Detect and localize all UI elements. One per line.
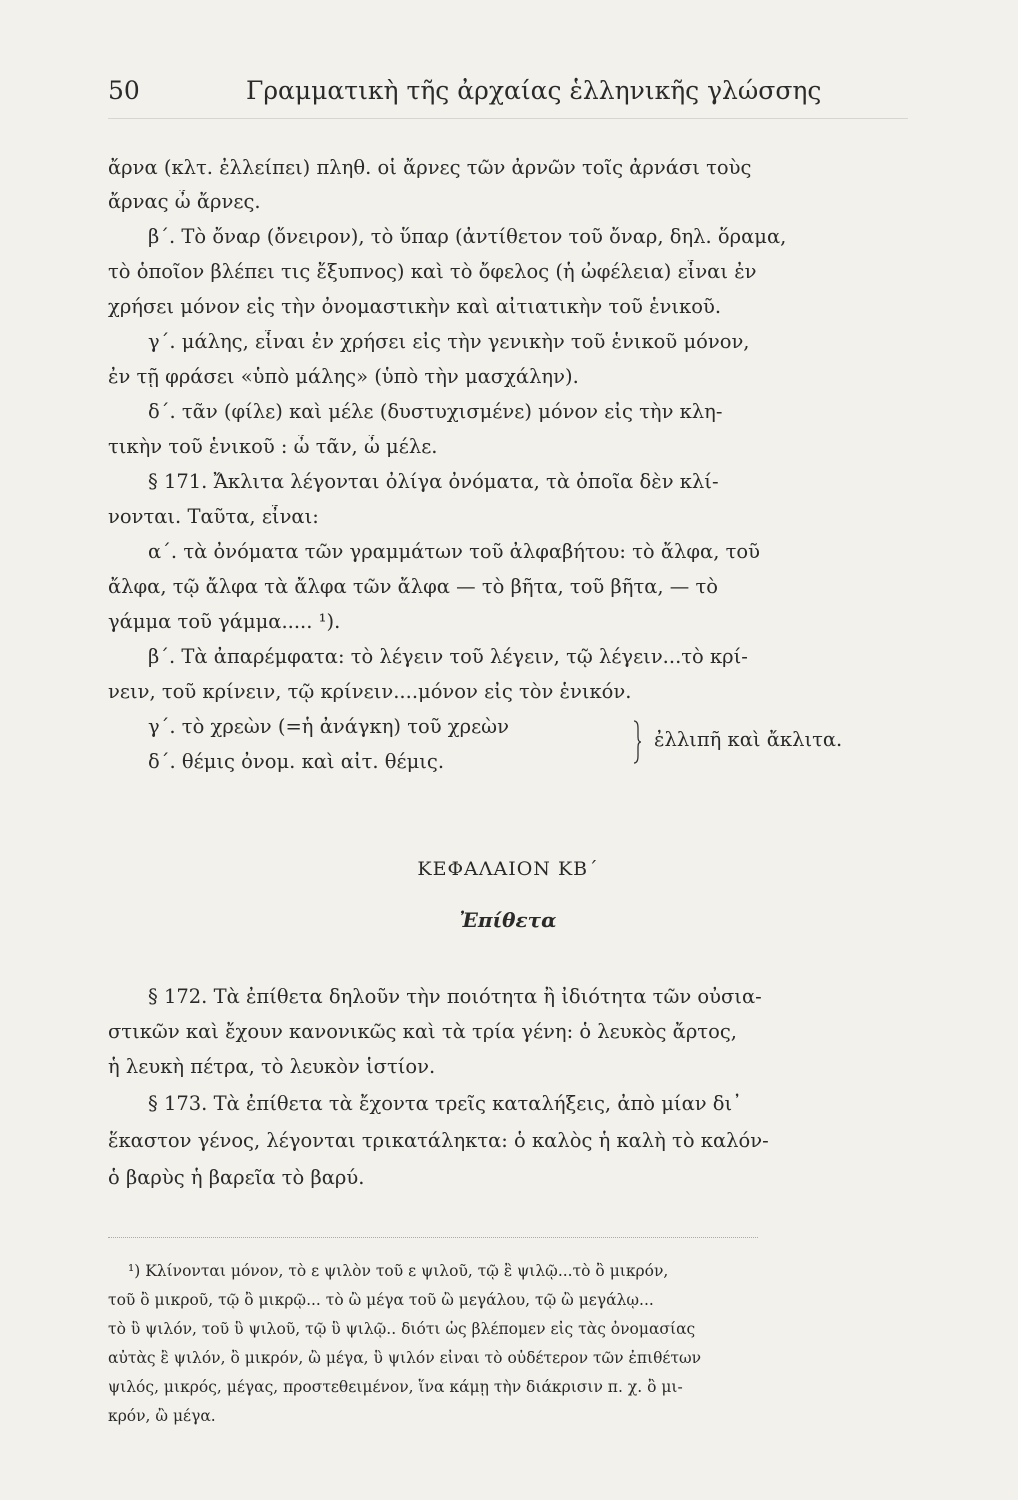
header-rule (108, 118, 908, 119)
footnote-line: τοῦ ὂ μικροῦ, τῷ ὂ μικρῷ... τὸ ὢ μέγα τοῦ ὢ μεγάλου, τῷ ὢ μεγάλῳ... (108, 1291, 654, 1309)
text-line: τὸ ὁποῖον βλέπει τις ἔξυπνος) καὶ τὸ ὄφελος (ἡ ὠφέλεια) εἶναι ἐν (108, 260, 757, 283)
text-line: ἕκαστον γένος, λέγονται τρικατάληκτα: ὁ καλὸς ἡ καλὴ τὸ καλόν- (108, 1129, 769, 1152)
text-line: ἐν τῇ φράσει «ὑπὸ μάλης» (ὑπὸ τὴν μασχάλην). (108, 365, 579, 388)
text-line: β΄. Τὰ ἀπαρέμφατα: τὸ λέγειν τοῦ λέγειν, τῷ λέγειν...τὸ κρί- (148, 645, 748, 668)
footnote-rule (108, 1237, 758, 1238)
text-line: γ΄. μάλης, εἶναι ἐν χρήσει εἰς τὴν γενικὴν τοῦ ἑνικοῦ μόνον, (148, 330, 750, 353)
footnote-line: αὐτὰς ἒ ψιλόν, ὂ μικρόν, ὢ μέγα, ὓ ψιλόν εἶναι τὸ οὐδέτερον τῶν ἐπιθέτων (108, 1349, 702, 1367)
text-line: δ΄. θέμις ὀνομ. καὶ αἰτ. θέμις. (148, 750, 445, 773)
text-line: γ΄. τὸ χρεὼν (=ἡ ἀνάγκη) τοῦ χρεὼν (148, 715, 509, 738)
chapter-heading: ΚΕΦΑΛΑΙΟΝ ΚΒ΄ (417, 858, 599, 880)
text-line: νονται. Ταῦτα, εἶναι: (108, 505, 319, 528)
brace-icon (632, 720, 642, 764)
text-line: α΄. τὰ ὀνόματα τῶν γραμμάτων τοῦ ἀλφαβήτου: τὸ ἄλφα, τοῦ (148, 540, 760, 563)
brace-note-text: ἐλλιπῆ καὶ ἄκλιτα. (654, 728, 843, 751)
footnote-line: ψιλός, μικρός, μέγας, προστεθειμένον, ἵνα κάμῃ τὴν διάκρισιν π. χ. ὂ μι- (108, 1378, 683, 1396)
footnote-line: κρόν, ὢ μέγα. (108, 1407, 216, 1425)
section-171: § 171. Ἄκλιτα λέγονται ὀλίγα ὀνόματα, τὰ ὁποῖα δὲν κλί- (148, 470, 719, 493)
text-line: ἄρνα (κλτ. ἐλλείπει) πληθ. οἱ ἄρνες τῶν ἀρνῶν τοῖς ἀρνάσι τοὺς (108, 156, 752, 179)
running-title: Γραμματικὴ τῆς ἀρχαίας ἑλληνικῆς γλώσσης (246, 76, 822, 105)
text-line: ἡ λευκὴ πέτρα, τὸ λευκὸν ἱστίον. (108, 1055, 436, 1078)
text-line: στικῶν καὶ ἔχουν κανονικῶς καὶ τὰ τρία γένη: ὁ λευκὸς ἄρτος, (108, 1020, 737, 1043)
section-172: § 172. Τὰ ἐπίθετα δηλοῦν τὴν ποιότητα ἢ ἰδιότητα τῶν οὐσια- (148, 985, 762, 1008)
section-173: § 173. Τὰ ἐπίθετα τὰ ἔχοντα τρεῖς καταλήξεις, ἀπὸ μίαν δι᾽ (148, 1092, 742, 1115)
chapter-subheading: Ἐπίθετα (459, 908, 557, 932)
footnote-line: ¹) Κλίνονται μόνον, τὸ ε ψιλὸν τοῦ ε ψιλοῦ, τῷ ἒ ψιλῷ...τὸ ὂ μικρόν, (128, 1262, 669, 1280)
text-line: νειν, τοῦ κρίνειν, τῷ κρίνειν....μόνον εἰς τὸν ἑνικόν. (108, 680, 632, 703)
text-line: τικὴν τοῦ ἑνικοῦ : ὦ τᾶν, ὦ μέλε. (108, 435, 438, 458)
text-line: χρήσει μόνον εἰς τὴν ὀνομαστικὴν καὶ αἰτιατικὴν τοῦ ἑνικοῦ. (108, 295, 722, 318)
text-line: δ΄. τᾶν (φίλε) καὶ μέλε (δυστυχισμένε) μόνον εἰς τὴν κλη- (148, 400, 723, 423)
text-line: ἄρνας ὦ ἄρνες. (108, 190, 261, 213)
page-header (108, 76, 908, 116)
text-line: β΄. Τὸ ὄναρ (ὄνειρον), τὸ ὕπαρ (ἀντίθετον τοῦ ὄναρ, δηλ. ὅραμα, (148, 225, 787, 248)
page-number: 50 (108, 76, 140, 105)
footnote-line: τὸ ὓ ψιλόν, τοῦ ὓ ψιλοῦ, τῷ ὓ ψιλῷ.. διότι ὡς βλέπομεν εἰς τὰς ὀνομασίας (108, 1320, 696, 1338)
text-line: ἄλφα, τῷ ἄλφα τὰ ἄλφα τῶν ἄλφα — τὸ βῆτα, τοῦ βῆτα, — τὸ (108, 575, 719, 598)
text-line: ὁ βαρὺς ἡ βαρεῖα τὸ βαρύ. (108, 1166, 365, 1189)
text-line: γάμμα τοῦ γάμμα..... ¹). (108, 610, 341, 633)
